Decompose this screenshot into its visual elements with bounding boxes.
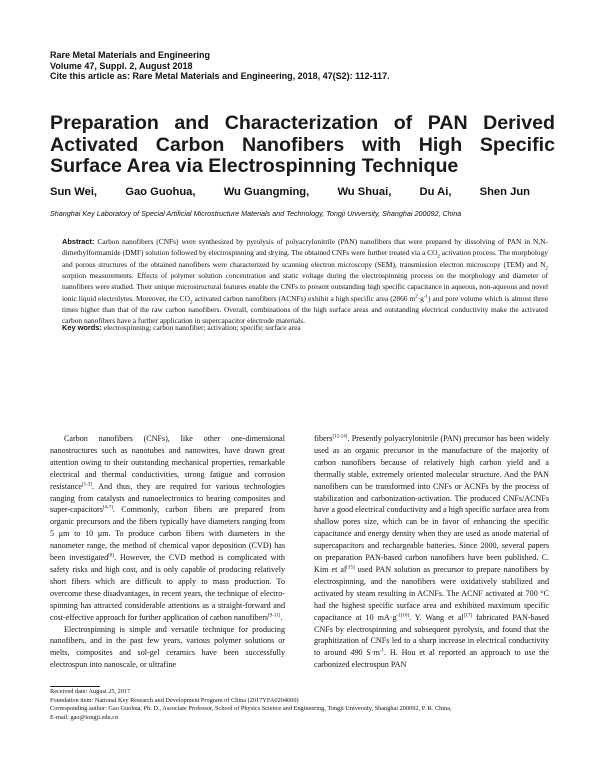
body-column-right [314, 433, 549, 671]
abstract-text: activated carbon nanofibers (ACNFs) exhibit a high specific area (2866 m [192, 293, 416, 303]
author: Wu Guangming, [223, 186, 310, 198]
citation-ref[interactable]: [17] [463, 612, 473, 618]
received-date: Received date: August 25, 2017 [50, 688, 131, 695]
abstract-text: sorption measurements. Effects of polymer solution concentration and static voltage during the electrospinning process on the morphology and diameter of nanofibers were studied. Their unique microstructural features enable the CNFs to present outstanding high specific capacitance in aqueous, non-aqueous and novel ionic liquid electrolytes. Moreover, the CO [62, 271, 548, 303]
paragraph-text: fabricated PAN-based CNFs by electrospinning and subsequent pyrolysis, and found that the graphitization of CNFs led to a sharp increase in electrical conductivity to around 490 S·m [314, 612, 549, 658]
email-link[interactable]: E-mail: gao@tongji.edu.cn [50, 713, 119, 721]
paragraph-text: . Commonly, carbon fibers are prepared from organic precursors and the fibers typically have diameters ranging from 5 μm to 10 μm. To produce carbon fibers with diameters in the nanometer range, the method of chemical vapor deposition (CVD) has been investigated [50, 505, 285, 563]
journal-citation: Cite this article as: Rare Metal Materials and Engineering, 2018, 47(S2): 112-117. [50, 71, 390, 81]
abstract [62, 236, 548, 327]
author-list [50, 186, 530, 198]
paragraph: Electrospinning is simple and versatile technique for producing nanofibers, and in the past few years, various polymer solutions or melts, composites and sol-gel ceramics have been successfully electrospun into nanoscale, or ultrafine [50, 624, 285, 670]
author: Gao Guohua, [125, 186, 196, 198]
citation-ref[interactable]: [15] [346, 565, 355, 571]
paragraph-text: . [280, 612, 283, 622]
abstract-text: ·g [417, 293, 424, 303]
footnote-divider [50, 686, 100, 687]
citation-ref[interactable]: [1-3] [81, 481, 92, 487]
citation-ref[interactable]: [12-14] [332, 434, 348, 440]
journal-header [50, 50, 390, 82]
paragraph-text: . Y. Wang et al [409, 612, 464, 622]
paragraph-text: fibers [314, 434, 333, 443]
author: Sun Wei, [50, 186, 98, 198]
foundation-item: Foundation item: National Key Research and Development Program of China (2017YFA0204600) [50, 696, 299, 704]
subscript: 2 [545, 266, 548, 272]
citation-ref[interactable]: [16] [400, 612, 410, 618]
abstract-label: Abstract: [62, 237, 95, 246]
journal-volume: Volume 47, Suppl. 2, August 2018 [50, 60, 193, 71]
paragraph-text: . Presently polyacrylonitrile (PAN) precursor has been widely used as an organic precursor in the manufacture of the majority of carbon nanofibers because of relatively high carbon yield and a thermally stable, extremely oriented molecular structure. And the PAN nanofibers can be transformed into CNFs or ACNFs by the process of stabilization and carbonization-activation. The produced CNFs/ACNFs have a good electrical conductivity and a high specific surface area from shallow pores size, which can be in favor of enhancing the specific capacitance and energy density when they are used as anode material of supercapacitors and rechargeable batteries. Since 2000, several papers on preparation PAN-based carbon nanofibers have been published. C. Kim et al [314, 434, 549, 574]
abstract-text: activation process. The morphology and porous structures of the obtained nanofibers were characterized by scanning electron microscopy (SEM), transmission electron microscopy (TEM) and N [62, 248, 548, 269]
paragraph-text: used PAN solution as precursor to prepare nanofibers by electrospinning, and the nanofibers were oxidatively stabilized and activated by steam resulting in ACNFs. The ACNF activated at 700 °C had the highest specific surface area and exhibited maximum specific capacitance at 10 mA·g [314, 564, 549, 622]
footnotes [50, 688, 560, 722]
citation-ref[interactable]: [8] [108, 553, 115, 559]
author: Wu Shuai, [337, 186, 392, 198]
keywords-text: electrospinning; carbon nanofiber; activation; specific surface area [103, 323, 301, 332]
body-column-left [50, 433, 285, 671]
citation-ref[interactable]: [4-7] [102, 505, 113, 511]
paragraph-text: . H. Hou et al reported an approach to use the carbonized electrospun PAN [314, 648, 549, 670]
abstract-text: ) and pore volume which is almost three times higher than that of the raw carbon nanofibers. Overall, combinations of the high surface areas and outstanding electrical conductivity make the activated carbon nanofibers have a further application in supercapacitor electrode materials. [62, 293, 548, 326]
journal-name: Rare Metal Materials and Engineering [50, 50, 211, 60]
superscript: 2 [415, 294, 418, 300]
paragraph-text: . However, the CVD method is complicated with safety risks and high cost, and is only capable of producing relatively short fibers which are difficult to apply to mass production. To overcome these disadvantages, in recent years, the technique of electro-spinning has attracted considerable attentions as a straight-forward and cost-effective approach for further application of carbon nanofibers [50, 553, 285, 622]
superscript: -1 [396, 612, 401, 618]
keywords [62, 323, 548, 332]
author: Du Ai, [419, 186, 452, 198]
corresponding-author: Corresponding author: Gao Guohua, Ph. D., Associate Professor, School of Physics Science and Engineering, Tongji University, Shanghai 200092, P. R. China, [50, 705, 452, 713]
author: Shen Jun [479, 186, 530, 198]
citation-ref[interactable]: [9-11] [268, 612, 281, 618]
paragraph-text: Carbon nanofibers (CNFs), like other one-dimensional nanostructures such as nanotubes and nanowires, have drawn great attention owing to their outstanding mechanical properties, remarkable electrical and thermal conductivities, strong fatigue and corrosion resistance [50, 434, 285, 491]
subscript: 2 [189, 300, 193, 306]
affiliation: Shanghai Key Laboratory of Special Artificial Microstructure Materials and Technology, Tongji University, Shanghai 200092, China [50, 209, 462, 218]
subscript: 2 [437, 254, 440, 260]
paper-title: Preparation and Characterization of PAN Derived Activated Carbon Nanofibers with High Specific Surface Area via Electrospinning Technique [50, 112, 555, 177]
keywords-label: Key words: [62, 323, 102, 332]
paragraph [50, 433, 285, 624]
abstract-text: Carbon nanofibers (CNFs) were synthesized by pyrolysis of polyacrylonitrile (PAN) nanofibers that were prepared by dissolving of PAN in N,N-dimethylformamide (DMF) solution followed by electrospinning and drying. The obtained CNFs were further treated via a CO [62, 237, 548, 258]
paragraph-text: . And thus, they are required for various technologies ranging from catalysts and nanoelectronics to bearing composites and super-capacitors [50, 481, 285, 515]
superscript: -1 [423, 294, 429, 300]
paragraph [314, 433, 549, 671]
superscript: -1 [379, 648, 385, 654]
